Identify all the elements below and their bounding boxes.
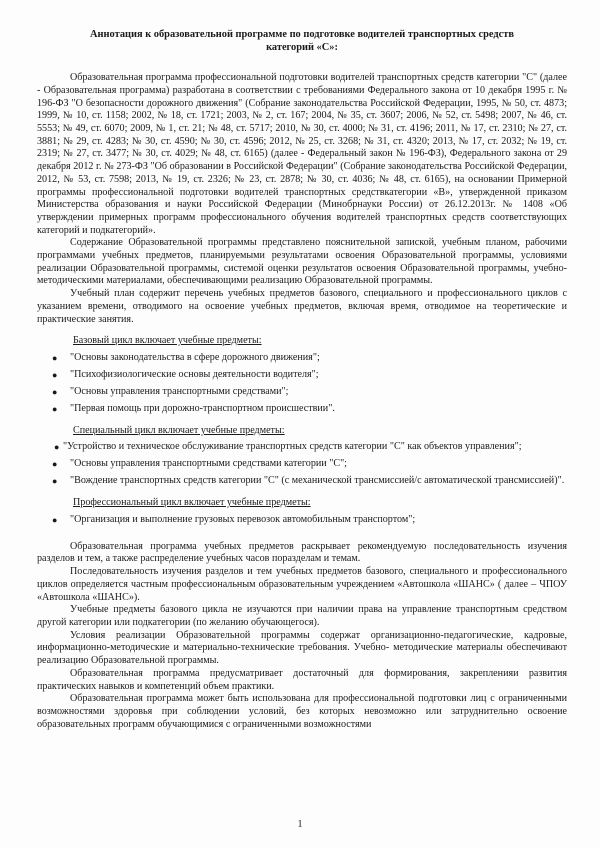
bullet-dot-icon: ●	[52, 403, 58, 414]
intro-paragraph: Образовательная программа профессиональной подготовки водителей транспортных средств категории "С" (далее - Образовательная программа) разработана в соответствии с требованиями Федерального закона от 10 декабря 1995 г. № 196-ФЗ "О безопасности дорожного движения" (Собрание законодательства Российской Федерации, 1995, № 50, ст. 4873; 1999, № 10, ст. 1158; 2002, № 18, ст. 1721; 2003, № 2, ст. 167; 2004, № 35, ст. 3607; 2006, № 52, ст. 5498; 2007, № 46, ст. 5553; № 49, ст. 6070; 2009, № 1, ст. 21; № 48, ст. 5717; 2010, № 30, ст. 4000; № 31, ст. 4196; 2011, № 17, ст. 2310; № 27, ст. 3881; № 29, ст. 4283; № 30, ст. 4590; № 30, ст. 4596; 2012, № 25, ст. 3268; № 31, ст. 4320; 2013, № 17, ст. 2032; № 19, ст. 2319; № 27, ст. 3477; № 30, ст. 4029; № 48, ст. 6165) (далее - Федеральный закон № 196-ФЗ), Федерального закона от 29 декабря 2012 г. № 273-ФЗ "Об образовании в Российской Федерации" (Собрание законодательства Российской Федерации, 2012, № 53, ст. 7598; 2013, № 19, ст. 2326; № 23, ст. 2878; № 30, ст. 4036; № 48, ст. 6165), на основании Примерной программы профессиональной подготовки водителей транспортных средствкатегории «В», утвержденной приказом Министерства образования и науки Российской Федерации (Минобрнауки России) от 26.12.2013г. № 1408 «Об утверждении примерных программ профессионального обучения водителей транспортных средств соответствующих категорий и подкатегорий».	[37, 72, 567, 236]
closing-paragraph: Последовательность изучения разделов и тем учебных предметов базового, специального и профессионального циклов определяется частным профессиональным образовательным учреждением «Автошкола «ШАНС» ( далее – ЧПОУ «Автошкола «ШАНС»).	[37, 566, 567, 603]
professional-cycle-list	[37, 514, 567, 527]
list-item-text: "Психофизиологические основы деятельности водителя";	[70, 368, 319, 380]
list-item	[37, 458, 567, 471]
list-item-text: "Основы управления транспортными средствами категории "С";	[70, 458, 347, 470]
closing-paragraph: Образовательная программа может быть использована для профессиональной подготовки лиц с ограниченными возможностями здоровья при соблюдении условий, без которых невозможно или затруднительно освоение образовательных программ обучающимися с ограниченными возможностями	[37, 693, 567, 730]
list-item	[37, 369, 567, 382]
list-item	[37, 403, 567, 416]
base-cycle-list	[37, 352, 567, 416]
page-number: 1	[297, 819, 303, 830]
bullet-dot-icon: ●	[52, 369, 58, 380]
closing-paragraph: Условия реализации Образовательной программы содержат организационно-педагогические, кадровые, информационно-методические и материально-технические требования. Учебно- методические материалы обеспечивают реализацию Образовательной программы.	[37, 629, 567, 667]
document-title: Аннотация к образовательной программе по подготовке водителей транспортных средств категорий «С»:	[90, 29, 514, 53]
list-item-text: "Вождение транспортных средств категории "С" (с механической трансмиссией/с автоматической трансмиссией)".	[70, 475, 565, 487]
special-cycle-list	[37, 441, 567, 488]
closing-paragraph: Образовательная программа учебных предметов раскрывает рекомендуемую последовательность изучения разделов и тем, а также распределение учебных часов поразделам и темам.	[37, 540, 567, 565]
bullet-dot-icon: ●	[52, 476, 58, 487]
bullet-dot-icon: ●	[52, 352, 58, 363]
list-item-text: "Основы законодательства в сфере дорожного движения";	[70, 351, 320, 363]
list-item-text: "Первая помощь при дорожно-транспортном происшествии".	[70, 402, 335, 414]
closing-paragraph: Образовательная программа предусматривает достаточный для формирования, закрепленияи развития практических навыков и компетенций объем практики.	[37, 667, 567, 692]
list-item	[37, 514, 567, 527]
list-item-text: "Устройство и техническое обслуживание транспортных средств категории "С" как объектов управления";	[63, 441, 522, 453]
bullet-dot-icon: ●	[52, 514, 58, 525]
closing-paragraph: Учебные предметы базового цикла не изучаются при наличии права на управление транспортным средством другой категории или подкатегории (по желанию обучающегося).	[37, 604, 567, 628]
intro-paragraph: Содержание Образовательной программы представлено пояснительной запиской, учебным планом, рабочими программами учебных предметов, планируемыми результатами освоения Образовательной программы, условиями реализации Образовательной программы, системой оценки результатов освоения Образовательной программы, учебно-методическими материалами, обеспечивающими реализацию Образовательной программы.	[37, 237, 567, 287]
list-item	[37, 386, 567, 399]
special-cycle-heading: Специальный цикл включает учебные предметы:	[73, 424, 285, 436]
list-item	[37, 475, 567, 488]
intro-paragraph: Учебный план содержит перечень учебных предметов базового, специального и профессионального циклов с указанием времени, отводимого на освоение учебных предметов, включая время, отводимое на теоретические и практические занятия.	[37, 288, 567, 325]
list-item	[37, 441, 567, 454]
list-item-text: "Организация и выполнение грузовых перевозок автомобильным транспортом";	[70, 513, 416, 525]
document-content	[37, 29, 567, 731]
bullet-dot-icon: ●	[52, 386, 58, 397]
bullet-dot-icon: ●	[54, 442, 60, 453]
list-item	[37, 352, 567, 365]
base-cycle-heading: Базовый цикл включает учебные предметы:	[73, 335, 262, 347]
professional-cycle-heading: Профессиональный цикл включает учебные предметы:	[73, 497, 311, 509]
list-item-text: "Основы управления транспортными средствами";	[70, 385, 289, 397]
bullet-dot-icon: ●	[52, 459, 58, 470]
